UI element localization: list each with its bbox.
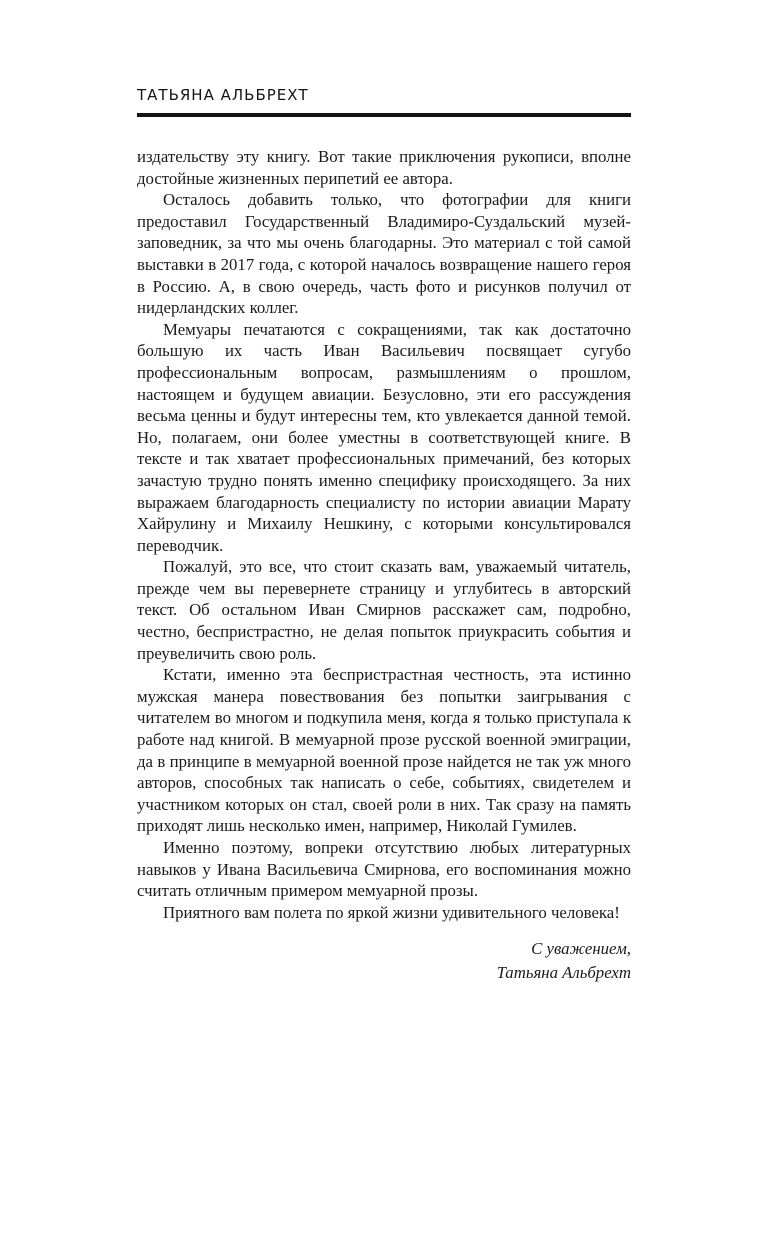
signature-line-regards: С уважением,: [531, 939, 631, 959]
body-text-block: [137, 146, 631, 923]
signature-line-name: Татьяна Альбрехт: [496, 963, 631, 983]
author-signature: [137, 937, 631, 985]
paragraph: Мемуары печатаются с сокращениями, так как достаточно большую их часть Иван Васильевич посвящает сугубо профессиональным вопросам, размышлениям о прошлом, настоящем и будущем авиации. Безусловно, эти его рассуждения весьма ценны и будут интересны тем, кто увлекается данной темой. Но, полагаем, они более уместны в соответствующей книге. В тексте и так хватает профессиональных примечаний, без которых зачастую трудно понять именно специфику происходящего. За них выражаем благодарность специалисту по истории авиации Марату Хайрулину и Михаилу Нешкину, с которыми консультировался переводчик.: [137, 319, 631, 555]
paragraph: Пожалуй, это все, что стоит сказать вам, уважаемый читатель, прежде чем вы перевернете страницу и углубитесь в авторский текст. Об остальном Иван Смирнов расскажет сам, подробно, честно, беспристрастно, не делая попыток приукрасить события и преувеличить свою роль.: [137, 557, 631, 663]
running-head-author: ТАТЬЯНА АЛЬБРЕХТ: [137, 86, 309, 104]
page-content-area: [137, 86, 631, 985]
paragraph: Кстати, именно эта беспристрастная честность, эта истинно мужская манера повествования без попытки заигрывания с читателем во многом и подкупила меня, когда я только приступала к работе над книгой. В мемуарной прозе русской военной эмиграции, да в принципе в мемуарной военной прозе найдется не так уж много авторов, способных так написать о себе, событиях, свидетелем и участником которых он стал, своей роли в них. Так сразу на память приходят лишь несколько имен, например, Николай Гумилев.: [137, 665, 631, 836]
paragraph: издательству эту книгу. Вот такие приключения рукописи, вполне достойные жизненных перипетий ее автора.: [137, 147, 631, 188]
paragraph: Именно поэтому, вопреки отсутствию любых литературных навыков у Ивана Васильевича Смирнова, его воспоминания можно считать отличным примером мемуарной прозы.: [137, 838, 631, 901]
paragraph: Приятного вам полета по яркой жизни удивительного человека!: [163, 902, 620, 922]
header-rule: [137, 113, 631, 117]
paragraph: Осталось добавить только, что фотографии для книги предоставил Государственный Владимиро-Суздальский музей-заповедник, за что мы очень благодарны. Это материал с той самой выставки в 2017 года, с которой началось возвращение нашего героя в Россию. А, в свою очередь, часть фото и рисунков получил от нидерландских коллег.: [137, 190, 631, 318]
